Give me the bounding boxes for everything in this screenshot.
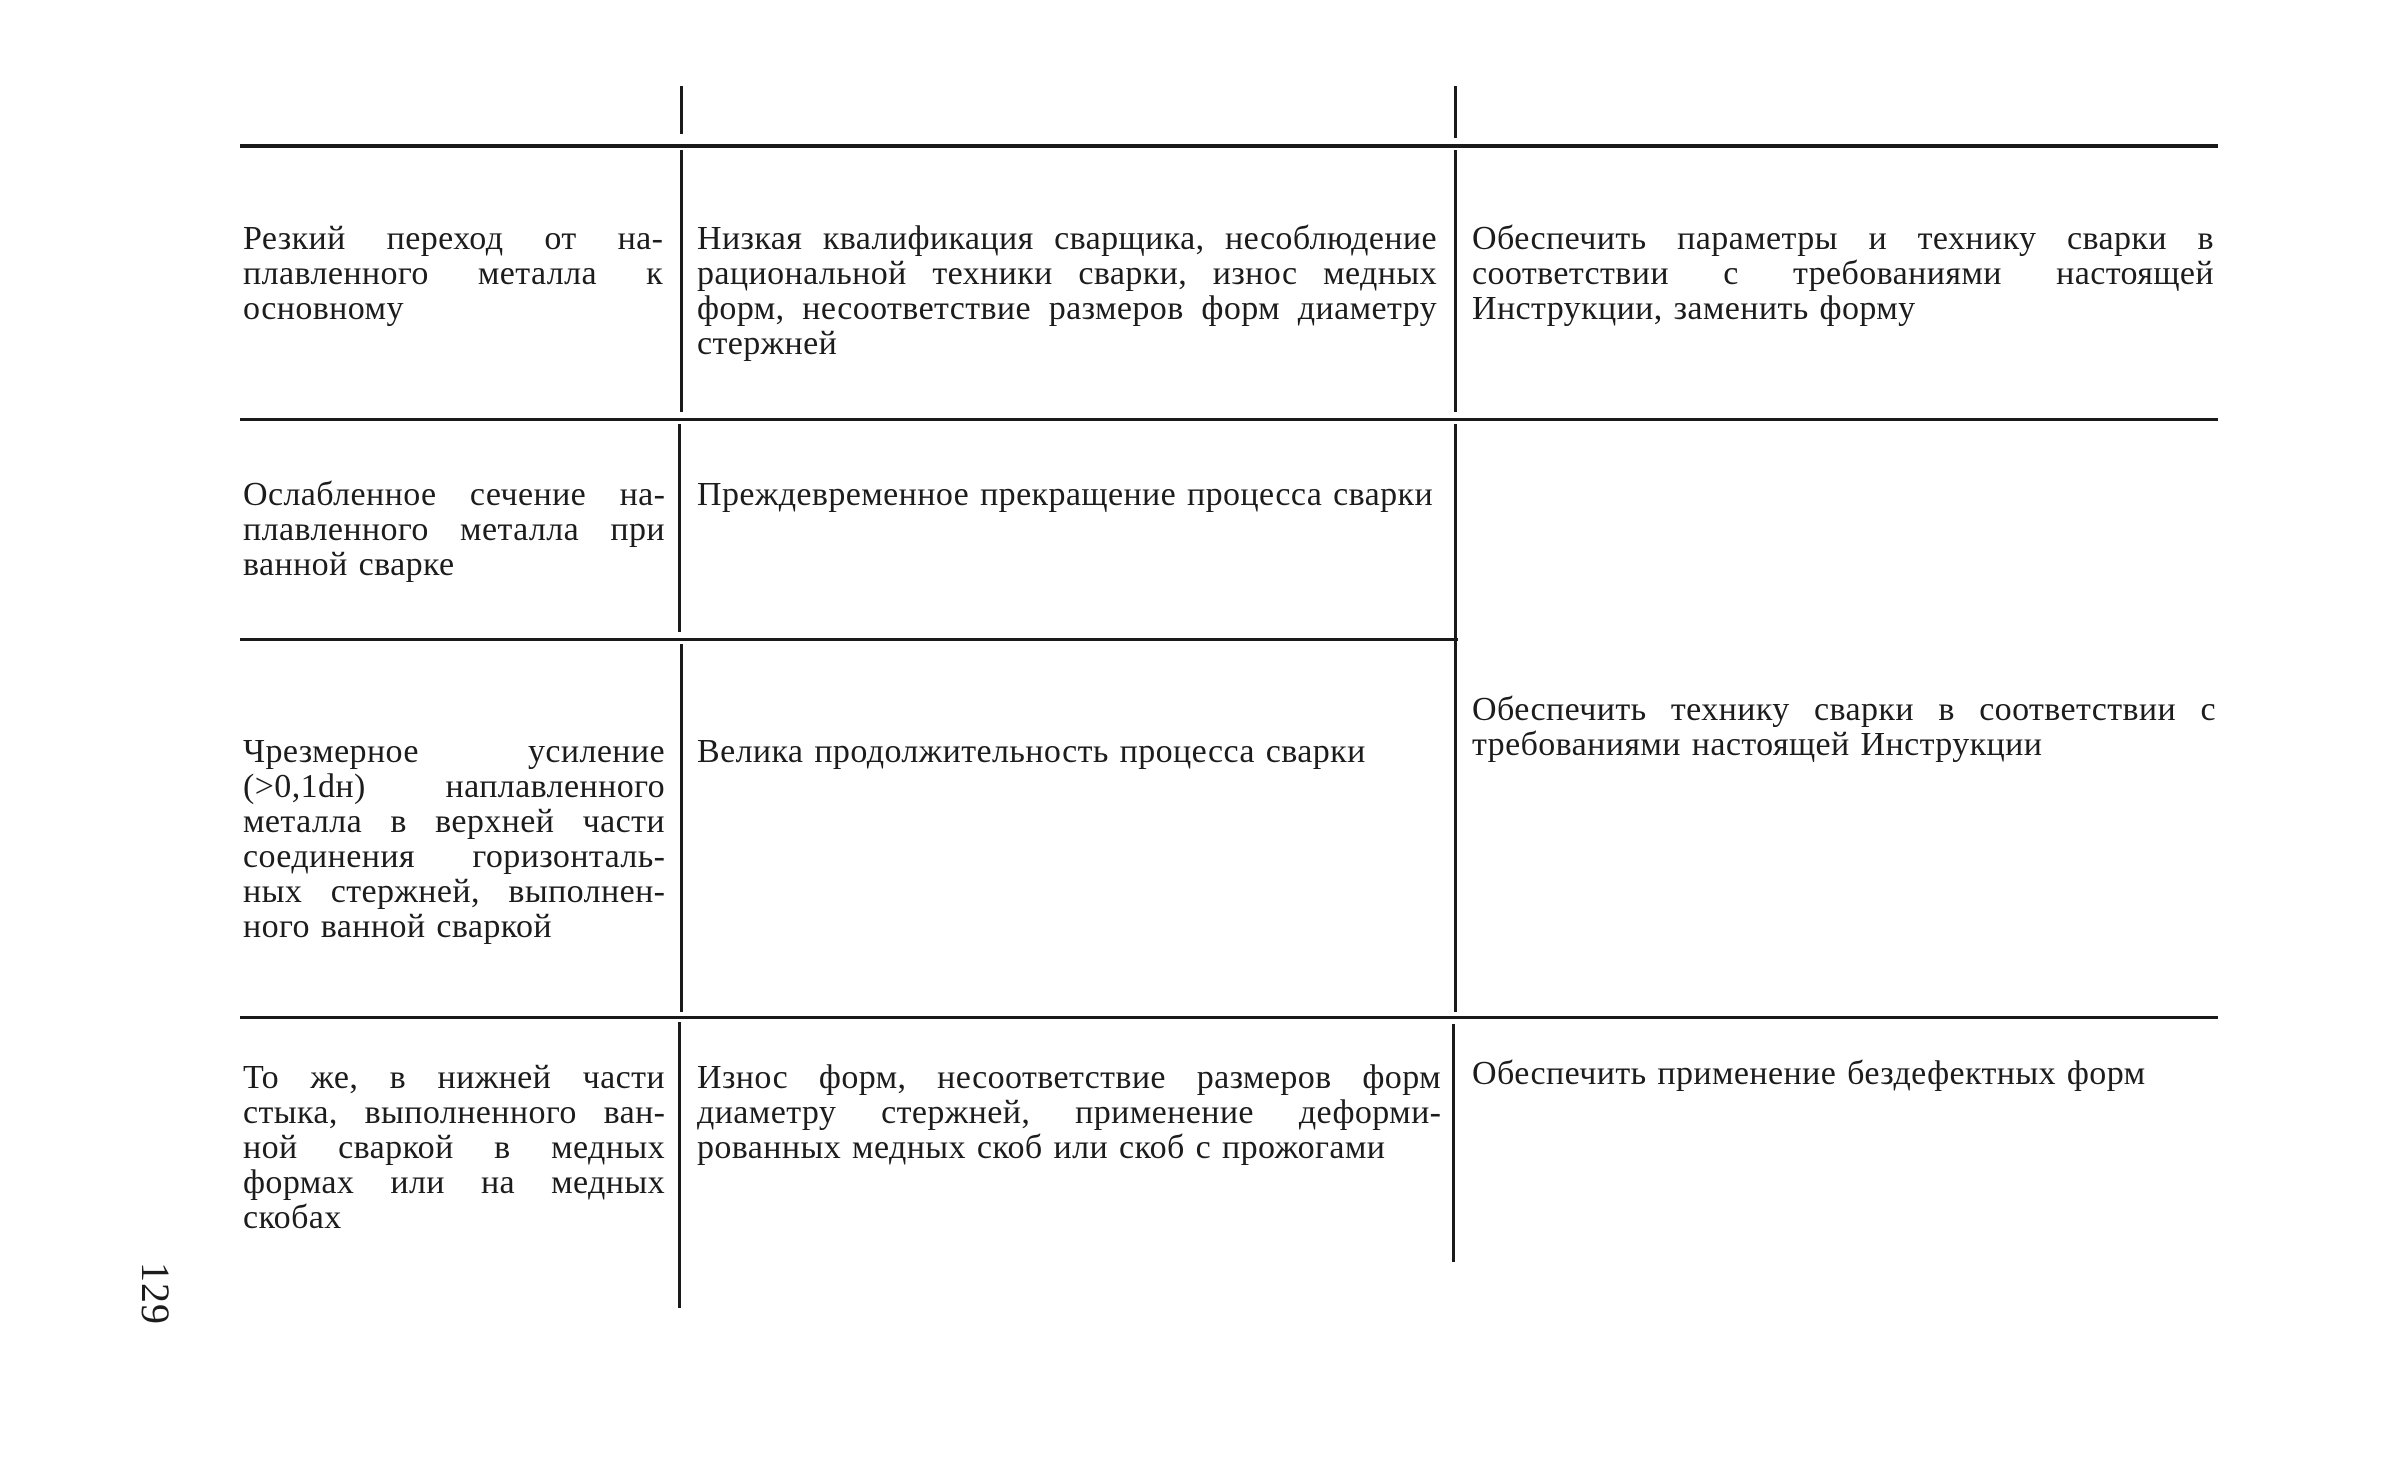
column-2-separator-row-1 [1454, 150, 1457, 412]
column-1-separator-header [680, 86, 683, 134]
rows-2-3-remedy-cell: Обеспечить технику сварки в соответствии с требованиями настоящей Инструкции [1472, 691, 2216, 763]
row-2-cause-cell: Преждевременное прекращение процесса сварки [697, 476, 1434, 513]
row-3-cause-cell: Велика продолжительность процесса сварки [697, 733, 1366, 770]
column-2-separator-row-4 [1452, 1024, 1455, 1262]
column-2-separator-rows-2-3 [1454, 424, 1457, 1012]
page-number: 129 [133, 1262, 178, 1325]
column-2-separator-header [1454, 86, 1457, 138]
row-1-defect-cell: Резкий переход от наплавленного металла к основному [243, 220, 663, 327]
row-1-remedy-cell: Обеспечить параметры и технику сварки в соответствии с требованиями настоящей Инструкции, заменить форму [1472, 220, 2214, 327]
row-1-cause-cell: Низкая квалификация сварщика, несоблюдение рациональной техники сварки, износ медных форм, несоответствие размеров форм диаметру стержней [697, 220, 1437, 362]
row-2-defect-cell: Ослабленное сечение наплавленного металла при ванной сварке [243, 476, 665, 583]
row-4-cause-cell: Износ форм, несоответствие размеров форм диаметру стержней, применение деформированных медных скоб или скоб с прожогами [697, 1059, 1441, 1166]
column-1-separator-row-1 [680, 150, 683, 412]
row-4-remedy-cell: Обеспечить применение бездефектных форм [1472, 1055, 2146, 1092]
table-top-rule [240, 144, 2218, 148]
row-2-bottom-rule [240, 638, 1458, 641]
row-3-defect-cell: Чрезмерное усиление (>0,1dн) наплавленного металла в верхней части соединения горизонтальных стержней, выполненного ванной сваркой [243, 733, 665, 945]
column-1-separator-row-4 [678, 1022, 681, 1308]
column-1-separator-row-3 [680, 644, 683, 1012]
row-3-bottom-rule [240, 1016, 2218, 1019]
row-4-defect-cell: То же, в нижней части стыка, выполненного ванной сваркой в медных формах или на медных скобах [243, 1059, 665, 1236]
row-1-bottom-rule [240, 418, 2218, 421]
column-1-separator-row-2 [678, 424, 681, 632]
